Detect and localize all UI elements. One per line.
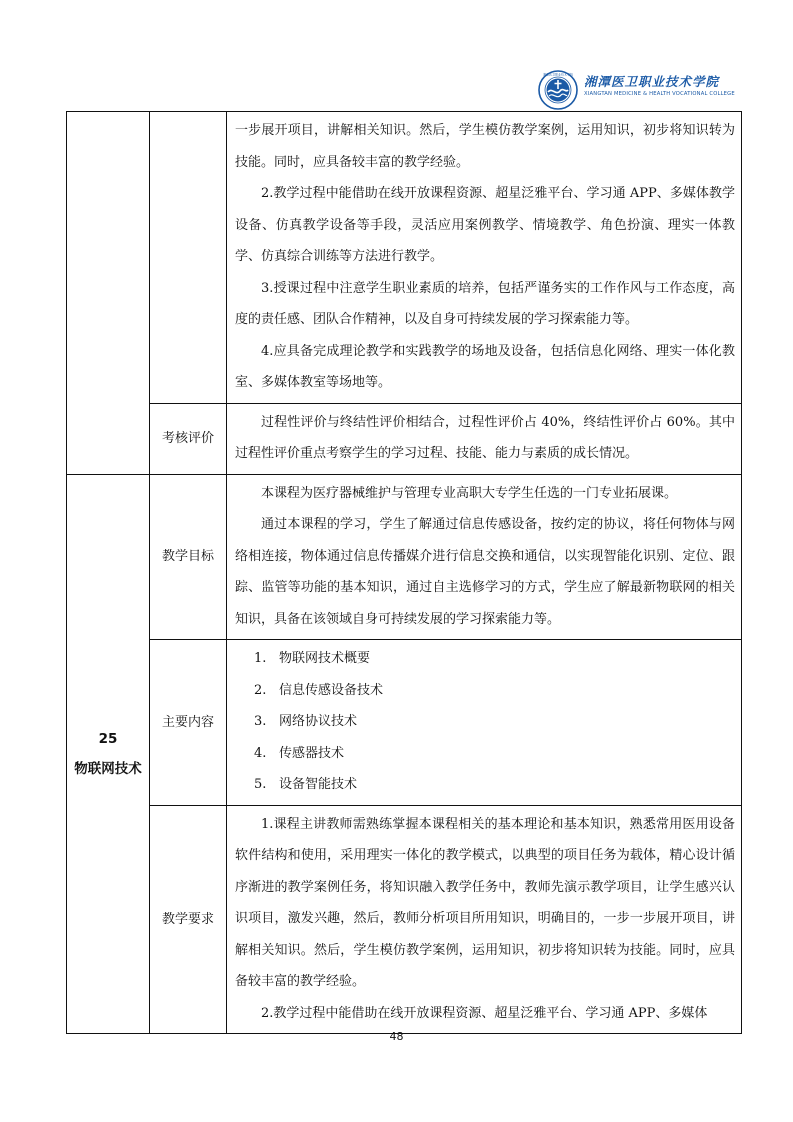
list-text: 设备智能技术 [279, 777, 358, 792]
prev-requirements-label-cell [150, 112, 227, 404]
course-number: 25 [98, 730, 118, 747]
list-item [235, 706, 735, 738]
paragraph: 4.应具备完成理论教学和实践教学的场地及设备，包括信息化网络、理实一体化教室、多媒体教室等场地等。 [235, 343, 735, 390]
page-number: 48 [389, 1030, 404, 1043]
list-text: 物联网技术概要 [279, 651, 371, 666]
paragraph: 2.教学过程中能借助在线开放课程资源、超星泛雅平台、学习通 APP、多媒体 [261, 1005, 708, 1021]
table-row [67, 403, 742, 474]
paragraph: 3.授课过程中注意学生职业素质的培养，包括严谨务实的工作作风与工作态度，高度的责任感、团队合作精神，以及自身可持续发展的学习探索能力等。 [235, 280, 735, 327]
table-row [67, 805, 742, 1034]
list-index: 2. [254, 682, 267, 698]
prev-course-cell [67, 112, 150, 475]
assessment-label: 考核评价 [150, 403, 227, 474]
course-table [66, 111, 742, 1034]
list-item [235, 675, 735, 707]
school-name-en: XIANGTAN MEDICINE & HEALTH VOCATIONAL COLLEGE [584, 91, 735, 97]
objectives-cell [227, 474, 742, 640]
table-row [67, 640, 742, 806]
paragraph: 通过本课程的学习，学生了解通过信息传感设备，按约定的协议，将任何物体与网络相连接，物体通过信息传播媒介进行信息交换和通信，以实现智能化识别、定位、跟踪、监管等功能的基本知识，通过自主选修学习的方式，学生应了解最新物联网的相关知识，具备在该领域自身可持续发展的学习探索能力等。 [235, 517, 735, 627]
list-index: 4. [254, 745, 267, 761]
assessment-cell [227, 403, 742, 474]
list-text: 信息传感设备技术 [279, 682, 384, 698]
list-item [235, 769, 735, 801]
requirements-label: 教学要求 [150, 805, 227, 1034]
paragraph: 过程性评价与终结性评价相结合，过程性评价占 40%，终结性评价占 60%。其中过程性评价重点考察学生的学习过程、技能、能力与素质的成长情况。 [235, 414, 735, 461]
prev-requirements-cell [227, 112, 742, 404]
content-label: 主要内容 [150, 640, 227, 806]
list-item [235, 738, 735, 770]
course-title-cell [67, 474, 150, 1034]
requirements-cell [227, 805, 742, 1034]
paragraph: 一步展开项目，讲解相关知识。然后，学生模仿教学案例，运用知识，初步将知识转为技能。同时，应具备较丰富的教学经验。 [235, 123, 735, 170]
list-text: 网络协议技术 [279, 714, 358, 729]
paragraph: 2.教学过程中能借助在线开放课程资源、超星泛雅平台、学习通 APP、多媒体教学设备、仿真教学设备等手段，灵活应用案例教学、情境教学、角色扮演、理实一体教学、仿真综合训练等方法进行教学。 [235, 186, 735, 264]
course-name: 物联网技术 [74, 760, 142, 777]
list-index: 5. [254, 777, 267, 792]
list-index: 1. [254, 651, 267, 666]
table-row [67, 112, 742, 404]
paragraph: 本课程为医疗器械维护与管理专业高职大专学生任选的一门专业拓展课。 [261, 485, 678, 501]
logo-ring-text: 湘潭医卫职业技术学院 [542, 72, 574, 77]
table-row [67, 474, 742, 640]
objectives-label: 教学目标 [150, 474, 227, 640]
list-text: 传感器技术 [279, 745, 345, 761]
paragraph: 1.课程主讲教师需熟练掌握本课程相关的基本理论和基本知识，熟悉常用医用设备软件结构和使用，采用理实一体化的教学模式，以典型的项目任务为载体，精心设计循序渐进的教学案例任务，将知识融入教学任务中，教师先演示教学项目，让学生感兴认识项目，激发兴趣，然后，教师分析项目所用知识，明确目的，一步一步展开项目，讲解相关知识。然后，学生模仿教学案例，运用知识，初步将知识转为技能。同时，应具备较丰富的教学经验。 [235, 816, 735, 989]
content-cell [227, 640, 742, 806]
list-item [235, 643, 735, 675]
list-index: 3. [254, 714, 267, 729]
school-name: 湘潭医卫职业技术学院 [584, 74, 720, 89]
school-logo [538, 70, 735, 112]
school-emblem-icon [538, 70, 578, 110]
